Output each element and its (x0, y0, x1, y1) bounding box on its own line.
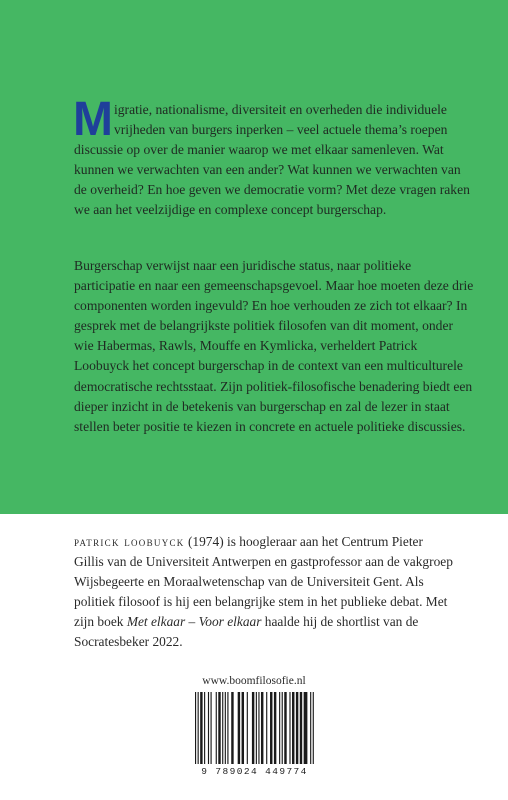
isbn-barcode (191, 692, 318, 782)
barcode-bar (313, 692, 314, 764)
barcode-bar (310, 692, 311, 764)
barcode-bar (300, 692, 302, 764)
author-bio-text-2: haalde hij de shortlist van de Socratesbeker 2022. (74, 614, 419, 650)
author-bio (74, 532, 454, 653)
barcode-bar (238, 692, 240, 764)
barcode-bar (296, 692, 298, 764)
barcode-bar (289, 692, 290, 764)
barcode-bar (225, 692, 226, 764)
barcode-bar (256, 692, 257, 764)
publisher-url[interactable]: www.boomfilosofie.nl (202, 675, 306, 687)
drop-cap-letter: M (73, 93, 112, 146)
barcode-bar (258, 692, 259, 764)
author-bio-text-1: (1974) is hoogleraar aan het Centrum Pieter Gillis van de Universiteit Antwerpen en gastprofessor aan de vakgroep Wijsbegeerte en Moraalwetenschap van de Universiteit Gent. Als politiek filosoof is hij een belangrijke stem in het publieke debat. Met zijn boek (74, 534, 453, 630)
barcode-bar (274, 692, 276, 764)
barcode-bars (191, 692, 318, 766)
barcode-bar (222, 692, 223, 764)
barcode-bar (270, 692, 272, 764)
barcode-bar (211, 692, 212, 764)
barcode-bar (284, 692, 286, 764)
book-title: Met elkaar – Voor elkaar (126, 614, 262, 630)
barcode-bar (200, 692, 202, 764)
barcode-bar (208, 692, 209, 764)
barcode-bar (218, 692, 220, 764)
blurb-paragraph-1-text: igratie, nationalisme, diversiteit en overheden die individuele vrijheden van burgers inperken – veel actuele thema’s roepen discussie op over de manier waarop we met elkaar samenleven. Wat kunnen we verwachten van een ander? Wat kunnen we verwachten van de overheid? En hoe geven we democratie vorm? Met deze vragen raken we aan het veelzijdige en complexe concept burgerschap. (74, 102, 470, 218)
barcode-bar (231, 692, 233, 764)
blurb-paragraph-2: Burgerschap verwijst naar een juridische status, naar politieke participatie en naar een gemeenschapsgevoel. Maar hoe moeten deze drie componenten worden ingevuld? En hoe verhouden ze zich tot elkaar? In gesprek met de belangrijkste politiek filosofen van dit moment, onder wie Habermas, Rawls, Mouffe en Kymlicka, verheldert Patrick Loobuyck het concept burgerschap in de context van een multiculturele democratische rechtsstaat. Zijn politiek-filosofische benadering biedt een dieper inzicht in de betekenis van burgerschap en zal de lezer in staat stellen beter positie te kiezen in concrete en actuele politieke discussies. (74, 258, 474, 434)
blurb-paragraph-1 (73, 93, 474, 221)
barcode-bar (204, 692, 205, 764)
barcode-bar (227, 692, 228, 764)
barcode-bar (266, 692, 267, 764)
barcode-bar (304, 692, 308, 764)
barcode-bar (247, 692, 248, 764)
barcode-bar (282, 692, 283, 764)
barcode-bar (261, 692, 263, 764)
barcode-bar (242, 692, 244, 764)
barcode-bar (252, 692, 254, 764)
barcode-digits: 9 789024 449774 (201, 766, 308, 777)
barcode-bar (195, 692, 196, 764)
barcode-bar (292, 692, 294, 764)
barcode-bar (279, 692, 280, 764)
author-name: patrick loobuyck (74, 535, 185, 549)
barcode-bar (216, 692, 217, 764)
barcode-bar (198, 692, 199, 764)
